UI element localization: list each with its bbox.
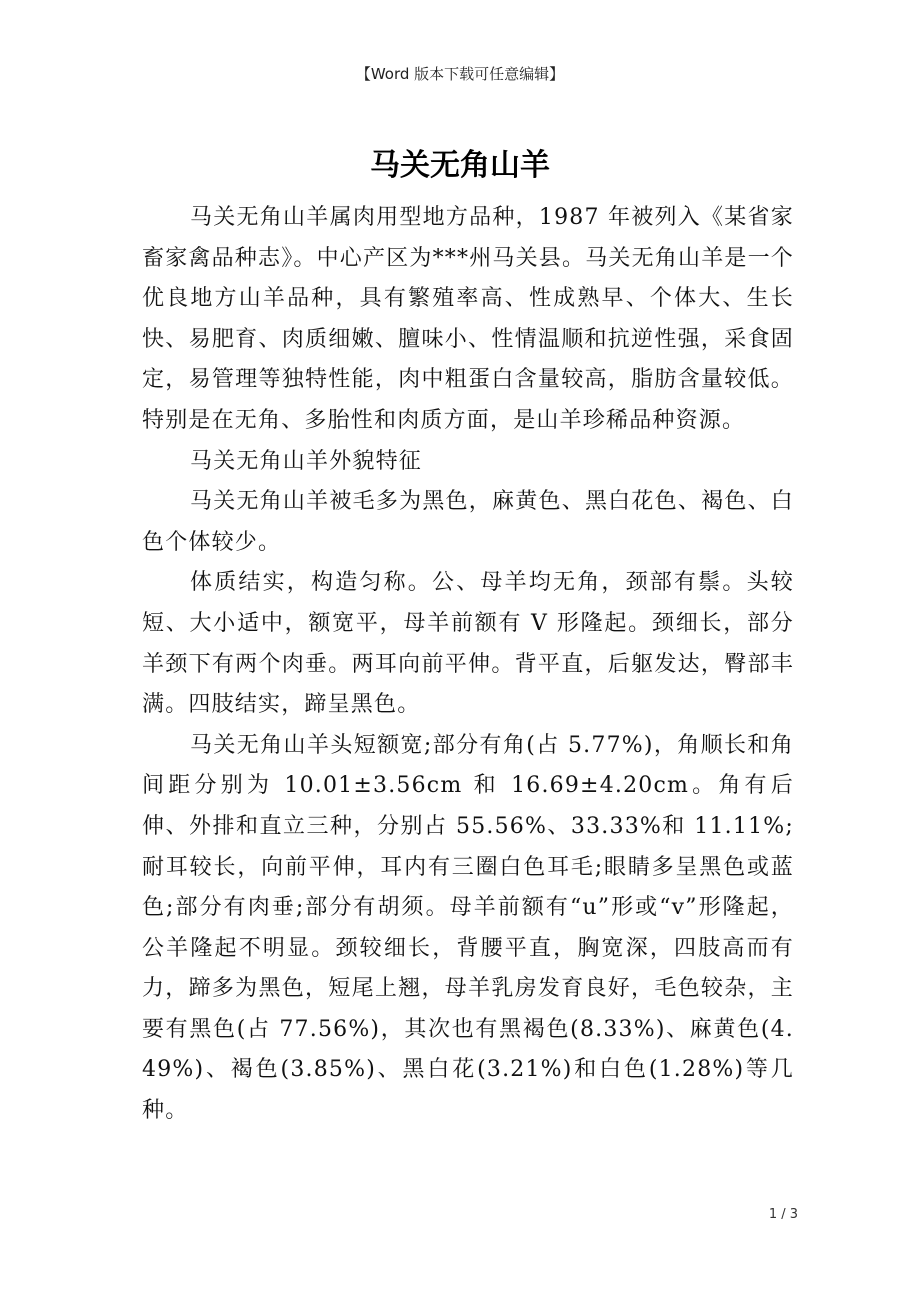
document-title: 马关无角山羊 [370, 148, 550, 184]
paragraph-body-build: 体质结实，构造匀称。公、母羊均无角，颈部有鬃。头较短、大小适中，额宽平，母羊前额有 V 形隆起。颈细长，部分羊颈下有两个肉垂。两耳向前平伸。背平直，后躯发达，臀部丰满。四肢结实，蹄呈黑色。 [142, 570, 794, 718]
paragraph-intro: 马关无角山羊属肉用型地方品种，1987 年被列入《某省家畜家禽品种志》。中心产区为***州马关县。马关无角山羊是一个优良地方山羊品种，具有繁殖率高、性成熟早、个体大、生长快、易肥育、肉质细嫩、膻味小、性情温顺和抗逆性强，采食固定，易管理等独特性能，肉中粗蛋白含量较高，脂肪含量较低。特别是在无角、多胎性和肉质方面，是山羊珍稀品种资源。 [142, 205, 795, 433]
paragraph-head-horns: 马关无角山羊头短额宽;部分有角(占 5.77%)，角顺长和角间距分别为 10.01±3.56cm 和 16.69±4.20cm。角有后伸、外排和直立三种，分别占 55.56%、33.33%和 11.11%;耐耳较长，向前平伸，耳内有三圈白色耳毛;眼睛多呈黑色或蓝色;部分有肉垂;部分有胡须。母羊前额有“u”形或“v”形隆起，公羊隆起不明显。颈较细长，背腰平直，胸宽深，四肢高而有力，蹄多为黑色，短尾上翘，母羊乳房发育良好，毛色较杂，主要有黑色(占 77.56%)，其次也有黑褐色(8.33%)、麻黄色(4.49%)、褐色(3.85%)、黑白花(3.21%)和白色(1.28%)等几种。 [142, 732, 794, 1124]
header-note: 【Word 版本下载可任意编辑】 [355, 65, 565, 83]
paragraph-section-heading: 马关无角山羊外貌特征 [190, 448, 423, 474]
document-body [142, 198, 794, 1132]
page-number: 1 / 3 [768, 1207, 798, 1222]
paragraph-coat-color: 马关无角山羊被毛多为黑色，麻黄色、黑白花色、褐色、白色个体较少。 [142, 489, 794, 555]
